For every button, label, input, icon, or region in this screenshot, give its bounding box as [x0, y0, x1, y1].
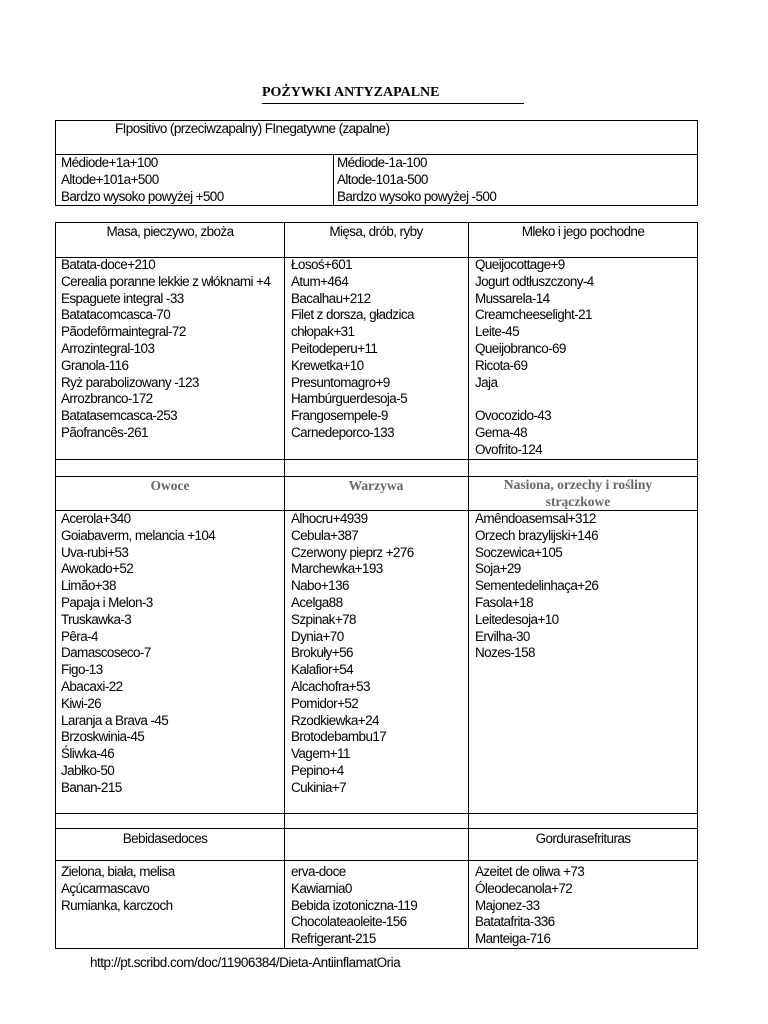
- legend-positive: [61, 155, 329, 205]
- list-item: Abacaxi-22: [61, 678, 123, 694]
- list-item: Creamcheeselight-21: [475, 307, 592, 323]
- list-doces: [291, 864, 466, 948]
- list-item: Cebula+387: [291, 527, 359, 543]
- list-item: Kawiarnia0: [291, 880, 352, 896]
- list-item: Atum+464: [291, 273, 349, 289]
- list-item: Jaja: [475, 374, 498, 390]
- list-item: Goiabaverm, melancia +104: [61, 527, 216, 543]
- legend-negative: [337, 155, 692, 205]
- list-item: Nabo+136: [291, 578, 349, 594]
- list-item: Batatacomcasca-70: [61, 307, 171, 323]
- list-item: Chocolateaoleite-156: [291, 914, 407, 930]
- list-item: chłopak+31: [291, 324, 355, 340]
- list-item: Dynia+70: [291, 628, 344, 644]
- list-item: Jabłko-50: [61, 762, 115, 778]
- list-item: Filet z dorsza, gładzica: [291, 307, 414, 323]
- list-item: Łosoś+601: [291, 257, 353, 272]
- list-item: Óleodecanola+72: [475, 880, 573, 896]
- list-item: Pepino+4: [291, 762, 344, 778]
- header-owoce: Owoce: [150, 478, 190, 493]
- list-item: Sementedelinhaça+26: [475, 578, 599, 594]
- list-item: Peitodeperu+11: [291, 340, 378, 356]
- legend-header: FIpositivo (przeciwzapalny) FInegatywne (zapalne): [115, 121, 390, 136]
- list-item: Ryż parabolizowany -123: [61, 374, 199, 390]
- list-item: Espaguete integral -33: [61, 290, 184, 306]
- list-item: Hambúrguerdesoja-5: [291, 391, 408, 407]
- legend-positive-item: Médiode+1a+100: [61, 155, 158, 170]
- list-item: Brzoskwinia-45: [61, 729, 145, 745]
- list-item: Cerealia poranne lekkie z włóknami +4: [61, 273, 271, 289]
- list-item: Fasola+18: [475, 594, 534, 610]
- list-item: Acelga88: [291, 594, 343, 610]
- legend-negative-item: Médiode-1a-100: [337, 155, 427, 170]
- list-gorduras: [475, 864, 695, 948]
- list-item: Ovocozido-43: [475, 408, 552, 424]
- list-owoce: [61, 511, 282, 797]
- header-bebidas: Bebidasedoces: [122, 831, 208, 846]
- list-item: Szpinak+78: [291, 611, 356, 627]
- legend-negative-item: Altode-101a-500: [337, 171, 428, 187]
- list-item: Alcachofra+53: [291, 678, 370, 694]
- list-miesa: [291, 257, 466, 442]
- list-warzywa: [291, 511, 466, 797]
- list-item: Papaja i Melon-3: [61, 594, 153, 610]
- list-item: Jogurt odtłuszczony-4: [475, 273, 594, 289]
- list-item: Granola-116: [61, 357, 129, 373]
- list-item: Arrozintegral-103: [61, 340, 155, 356]
- list-item: Açúcarmascavo: [61, 880, 150, 896]
- list-item: Banan-215: [61, 779, 122, 795]
- list-item: Brotodebambu17: [291, 729, 387, 745]
- list-nasiona: [475, 511, 695, 662]
- list-item: Bebida izotoniczna-119: [291, 897, 418, 913]
- list-item: Awokado+52: [61, 561, 134, 577]
- list-item: Nozes-158: [475, 645, 535, 661]
- list-item: Amêndoasemsal+312: [475, 511, 596, 526]
- list-item: Zielona, biała, melisa: [61, 864, 175, 879]
- list-item: Manteiga-716: [475, 931, 551, 947]
- header-gorduras: Gordurasefrituras: [535, 831, 631, 846]
- list-item: Leitedesoja+10: [475, 611, 559, 627]
- list-item: Batatasemcasca-253: [61, 408, 178, 424]
- header-mleko: Mleko i jego pochodne: [521, 224, 645, 239]
- list-item: Batatafrita-336: [475, 914, 555, 930]
- header-miesa: Mięsa, drób, ryby: [329, 224, 423, 239]
- header-nasiona: Nasiona, orzechy i rośliny strączkowe: [503, 477, 653, 509]
- list-item: Ervilha-30: [475, 628, 530, 644]
- list-item: Majonez-33: [475, 897, 540, 913]
- list-item: Queijocottage+9: [475, 257, 565, 272]
- list-item: Soczewica+105: [475, 544, 563, 560]
- list-item: Frangosempele-9: [291, 408, 388, 424]
- list-item: Cukinia+7: [291, 779, 347, 795]
- list-item: Gema-48: [475, 424, 528, 440]
- list-item: Uva-rubi+53: [61, 544, 129, 560]
- list-item: Laranja a Brava -45: [61, 712, 169, 728]
- legend-positive-item: Altode+101a+500: [61, 171, 159, 187]
- list-item: Batata-doce+210: [61, 257, 156, 272]
- list-item: Damascoseco-7: [61, 645, 151, 661]
- list-item: Acerola+340: [61, 511, 131, 526]
- list-item: Brokuły+56: [291, 645, 353, 661]
- list-item: Śliwka-46: [61, 746, 115, 762]
- list-item: Krewetka+10: [291, 357, 364, 373]
- list-item: Orzech brazylijski+146: [475, 527, 598, 543]
- list-item: Azeitet de oliwa +73: [475, 864, 585, 879]
- list-item: Pãodefôrmaintegral-72: [61, 324, 186, 340]
- list-item: Carnedeporco-133: [291, 424, 394, 440]
- list-item: Figo-13: [61, 662, 103, 678]
- list-item: Pãofrancês-261: [61, 424, 148, 440]
- list-item: Ovofrito-124: [475, 441, 543, 457]
- list-item: Refrigerant-215: [291, 931, 376, 947]
- list-item: Rzodkiewka+24: [291, 712, 379, 728]
- list-masa: [61, 257, 282, 442]
- page-title: POŻYWKI ANTYZAPALNE: [262, 85, 524, 104]
- list-item: Soja+29: [475, 561, 521, 577]
- list-item: Vagem+11: [291, 746, 350, 762]
- list-item: Bacalhau+212: [291, 290, 371, 306]
- list-item: [475, 391, 695, 408]
- list-item: Arrozbranco-172: [61, 391, 153, 407]
- list-item: Pomidor+52: [291, 695, 359, 711]
- list-item: Mussarela-14: [475, 290, 550, 306]
- list-item: Limão+38: [61, 578, 116, 594]
- list-item: Alhocru+4939: [291, 511, 368, 526]
- list-item: Leite-45: [475, 324, 519, 340]
- header-warzywa: Warzywa: [348, 478, 404, 493]
- list-item: Truskawka-3: [61, 611, 132, 627]
- list-item: Czerwony pieprz +276: [291, 544, 414, 560]
- header-masa: Masa, pieczywo, zboża: [106, 224, 234, 239]
- list-item: Kiwi-26: [61, 695, 102, 711]
- list-item: Rumianka, karczoch: [61, 897, 173, 913]
- legend-negative-item: Bardzo wysoko powyżej -500: [337, 188, 497, 204]
- list-item: Queijobranco-69: [475, 340, 566, 356]
- list-item: erva-doce: [291, 864, 346, 879]
- list-item: Pêra-4: [61, 628, 98, 644]
- legend-positive-item: Bardzo wysoko powyżej +500: [61, 188, 224, 204]
- list-bebidas: [61, 864, 282, 914]
- list-item: Marchewka+193: [291, 561, 383, 577]
- source-link[interactable]: http://pt.scribd.com/doc/11906384/Dieta-AntiinflamatOria: [90, 955, 401, 970]
- list-item: Kalafior+54: [291, 662, 354, 678]
- list-mleko: [475, 257, 695, 459]
- list-item: Presuntomagro+9: [291, 374, 390, 390]
- list-item: Ricota-69: [475, 357, 528, 373]
